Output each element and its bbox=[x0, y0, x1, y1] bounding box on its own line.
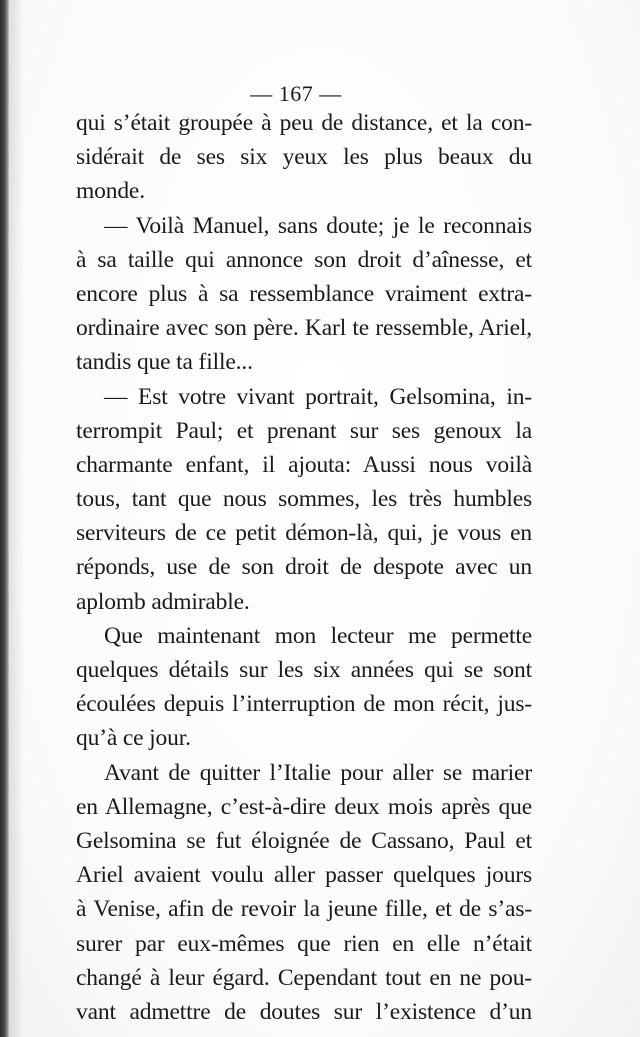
page-number: — 167 — bbox=[250, 81, 342, 106]
text-line: ordinaire avec son père. Karl te ressemble, Ariel, bbox=[76, 315, 532, 342]
text-line: réponds, use de son droit de despote avec un bbox=[76, 554, 532, 581]
text-line: tandis que ta fille... bbox=[76, 349, 253, 376]
text-line: à Venise, afin de revoir la jeune fille, et de s’as- bbox=[76, 896, 532, 923]
text-line: vant admettre de doutes sur l’existence d’un bbox=[76, 998, 532, 1025]
text-line: Avant de quitter l’Italie pour aller se marier bbox=[104, 759, 532, 786]
text-line: aplomb admirable. bbox=[76, 588, 250, 615]
text-line: Ariel avaient voulu aller passer quelques jours bbox=[76, 862, 532, 889]
text-line: qu’à ce jour. bbox=[76, 725, 191, 752]
text-line: qui s’était groupée à peu de distance, et la con- bbox=[76, 110, 532, 136]
text-line: — Voilà Manuel, sans doute; je le reconnais bbox=[104, 212, 532, 239]
text-line: surer par eux-mêmes que rien en elle n’était bbox=[76, 930, 532, 957]
text-line: — Est votre vivant portrait, Gelsomina, in- bbox=[104, 383, 532, 410]
text-line: tous, tant que nous sommes, les très humbles bbox=[76, 486, 532, 513]
text-line: quelques détails sur les six années qui se sont bbox=[76, 657, 532, 683]
text-line: serviteurs de ce petit démon-là, qui, je vous en bbox=[76, 520, 532, 547]
body-text bbox=[76, 106, 532, 1029]
text-line: charmante enfant, il ajouta: Aussi nous voilà bbox=[76, 451, 532, 478]
text-line: terrompit Paul; et prenant sur ses genoux la bbox=[76, 417, 532, 444]
text-line: sidérait de ses six yeux les plus beaux du bbox=[76, 144, 532, 171]
text-line: changé à leur égard. Cependant tout en ne pou- bbox=[76, 964, 532, 991]
text-line: monde. bbox=[76, 178, 145, 205]
text-line: écoulées depuis l’interruption de mon récit, jus- bbox=[76, 691, 532, 718]
text-line: encore plus à sa ressemblance vraiment extra- bbox=[76, 280, 532, 307]
text-line: Que maintenant mon lecteur me permette bbox=[104, 622, 532, 649]
text-line: à sa taille qui annonce son droit d’aînesse, et bbox=[76, 246, 532, 273]
text-line: Gelsomina se fut éloignée de Cassano, Paul et bbox=[76, 827, 532, 854]
text-line: en Allemagne, c’est-à-dire deux mois après que bbox=[76, 793, 532, 820]
spine-shadow bbox=[10, 0, 24, 1037]
book-spine-edge bbox=[0, 0, 10, 1037]
